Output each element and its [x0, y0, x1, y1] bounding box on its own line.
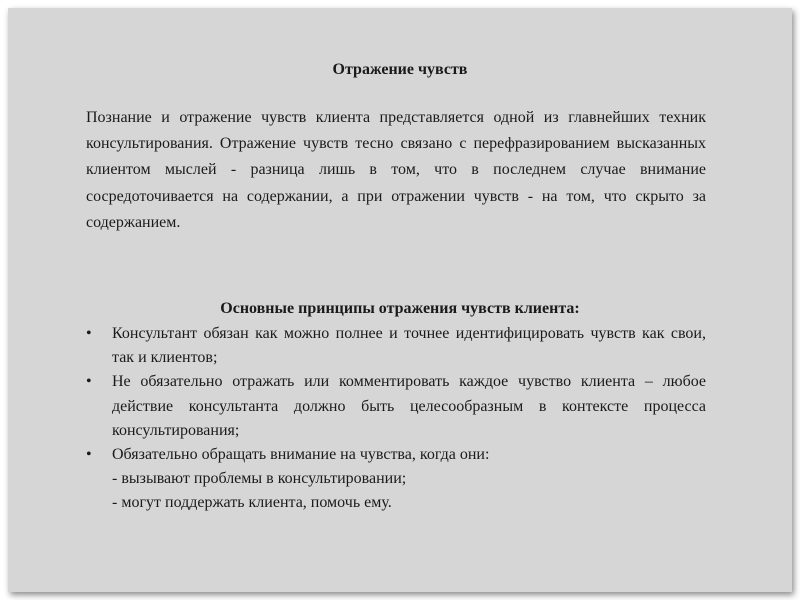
bullet-icon: •	[86, 325, 92, 342]
principles-heading: Основные принципы отражения чувств клиента:	[220, 300, 580, 317]
bullet-icon: •	[86, 446, 92, 464]
sub-item: - вызывают проблемы в консультировании;	[112, 470, 407, 488]
list-item	[86, 443, 706, 516]
list-item	[86, 370, 706, 443]
list-item-text: Консультант обязан как можно полнее и точнее идентифицировать чувств как свои, так и клиентов;	[112, 325, 706, 367]
list-item-text: Не обязательно отражать или комментировать каждое чувство клиента – любое действие консультанта должно быть целесообразным в контексте процесса консультирования;	[112, 373, 706, 439]
sub-item: - могут поддержать клиента, помочь ему.	[112, 494, 392, 512]
slide-title: Отражение чувств	[332, 61, 468, 78]
principles-list	[86, 322, 706, 516]
intro-paragraph: Познание и отражение чувств клиента представляется одной из главнейших техник консультирования. Отражение чувств тесно связано с перефразированием высказанных клиентом мыслей - разница лишь в том, что в последнем случае внимание сосредоточивается на содержании, а при отражении чувств - на том, что скрыто за содержанием.	[86, 109, 706, 231]
list-item	[86, 322, 706, 370]
bullet-icon: •	[86, 373, 92, 391]
list-item-text: Обязательно обращать внимание на чувства, когда они:	[112, 446, 490, 464]
